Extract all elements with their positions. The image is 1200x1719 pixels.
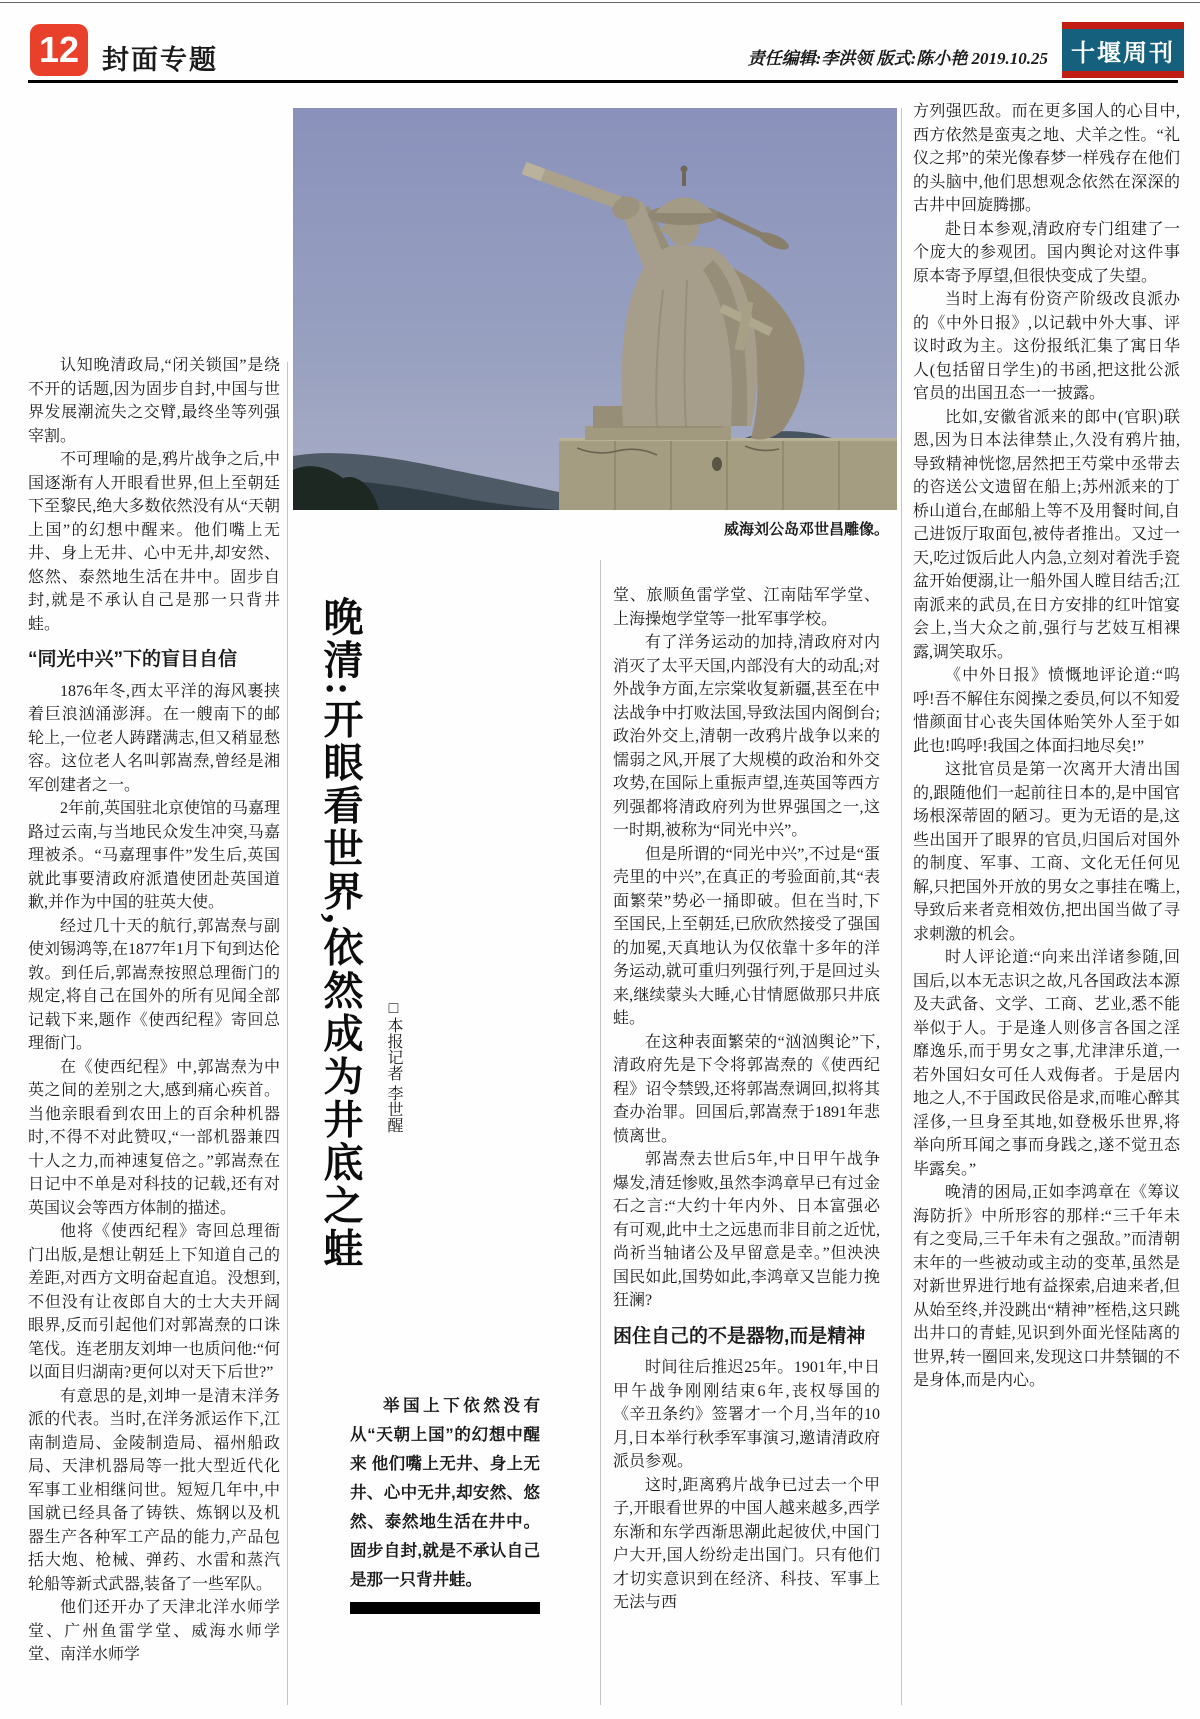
paragraph: 认知晚清政局,“闭关锁国”是绕不开的话题,因为固步自封,中国与世界发展潮流失之交臂,最终坐等列强宰割。 [28,357,280,445]
column-1 [28,354,280,1706]
masthead-bottom-bar [1062,71,1184,78]
subhead-spirit: 困住自己的不是器物,而是精神 [613,1325,866,1347]
paragraph: 但是所谓的“同光中兴”,不过是“蛋壳里的中兴”,在真正的考验面前,其“表面繁荣”势必一捅即破。但在当时,下至国民,上至朝廷,已欣欣然接受了强国的加冕,天真地认为仅依靠十多年的洋务运动,就可重归列强行列,于是回过头来,继续蒙头大睡,心甘情愿做那只井底蛙。 [613,845,880,1027]
masthead-logo [1062,22,1184,78]
masthead-top-bar [1062,22,1184,29]
column-divider-2 [600,560,601,1705]
paragraph: 时人评论道:“向来出洋诸参随,回国后,以本无志识之故,凡各国政法本源及夫武备、文学、工商、艺业,悉不能举似于人。于是逢人则侈言各国之淫靡逸乐,而于男女之事,尤津津乐道,一若外国妇女可任人戏侮者。于是居内地之人,不于国政民俗是求,而唯心醉其淫侈,一旦身至其地,如登极乐世界,将举向所耳闻之事而身践之,遂不觉丑态毕露矣。” [913,949,1180,1178]
section-title: 封面专题 [102,45,218,75]
paragraph: 堂、旅顺鱼雷学堂、江南陆军学堂、上海操炮学堂等一批军事学校。 [613,587,880,628]
subhead-tongguang: “同光中兴”下的盲目自信 [28,649,238,670]
header-rule [28,80,1178,83]
paragraph: 这时,距离鸦片战争已过去一个甲子,开眼看世界的中国人越来越多,西学东渐和东学西渐思潮此起彼伏,中国门户大开,国人纷纷走出国门。只有他们才切实意识到在经济、科技、军事上无法与西 [613,1476,880,1611]
paragraph: 2年前,英国驻北京使馆的马嘉理路过云南,与当地民众发生冲突,马嘉理被杀。“马嘉理事件”发生后,英国就此事要清政府派遣使团赴英国道歉,并作为中国的驻英大使。 [28,800,280,911]
column-divider-1 [287,362,288,1705]
column-4 [913,100,1180,1704]
column-divider-3 [901,108,902,1705]
paragraph: 郭嵩焘去世后5年,中日甲午战争爆发,清廷惨败,虽然李鸿章早已有过金石之言:“大约十年内外、日本富强必有可观,此中土之远患而非目前之近忧,尚祈当轴诸公及早留意是幸。”但泱泱国民如此,国势如此,李鸿章又岂能力挽狂澜? [613,1151,880,1309]
paragraph: 方列强匹敌。而在更多国人的心目中,西方依然是蛮夷之地、犬羊之性。“礼仪之邦”的荣光像春梦一样残存在他们的头脑中,他们思想观念依然在深深的古井中回旋腾挪。 [913,103,1180,214]
column-3 [613,584,880,1708]
paragraph: 有意思的是,刘坤一是清末洋务派的代表。当时,在洋务派运作下,江南制造局、金陵制造局、福州船政局、天津机器局等一批大型近代化军事工业相继问世。短短几年中,中国就已经具备了铸铁、炼钢以及机器生产各种军工产品的能力,产品包括大炮、枪械、弹药、水雷和蒸汽轮船等新式武器,装备了一些军队。 [28,1387,280,1593]
paragraph: 比如,安徽省派来的郎中(官职)联恩,因为日本法律禁止,久没有鸦片抽,导致精神恍惚,居然把王芍棠中丞带去的咨送公文遗留在船上;苏州派来的丁桥山道台,在邮船上等不及用餐时间,自己进饭厅取面包,被侍者推出。又过一天,吃过饭后此人内急,立刻对着洗手瓷盆开始便溺,让一船外国人瞠目结舌;江南派来的武员,在日方安排的红叶馆宴会上,当大众之前,强行与艺妓互相裸露,调笑取乐。 [913,408,1180,661]
paragraph: 晚清的困局,正如李鸿章在《筹议海防折》中所形容的那样:“三千年未有之变局,三千年未有之强敌。”而清朝末年的一些被动或主动的变革,虽然是对新世界进行地有益探索,启迪来者,但从始至终,并没跳出“精神”桎梏,这只跳出井口的青蛙,见识到外面光怪陆离的世界,转一圈回来,发现这口井禁锢的不是身体,而是内心。 [913,1184,1180,1389]
paragraph: 《中外日报》愤慨地评论道:“呜呼!吾不解住东阅操之委员,何以不知爱惜颜面甘心丧失国体贻笑外人至于如此也!呜呼!我国之体面扫地尽矣!” [913,667,1180,755]
pull-quote: 举国上下依然没有从“天朝上国”的幻想中醒来 他们嘴上无井、身上无井、心中无井,却安然、悠然、泰然地生活在井中。固步自封,就是不承认自己是那一只背井蛙。 [350,1397,540,1589]
page-number: 12 [38,29,80,70]
article-byline: □本报记者 李世醒 [385,1000,402,1133]
paragraph: 时间往后推迟25年。1901年,中日甲午战争刚刚结束6年,丧权辱国的《辛丑条约》签署才一个月,当年的10月,日本举行秋季军事演习,邀请清政府派员参观。 [613,1359,880,1470]
top-hairline [0,2,1200,3]
masthead-title: 十堰周刊 [1062,29,1184,71]
editor-credits: 责任编辑:李洪领 版式:陈小艳 2019.10.25 [747,49,1048,68]
paragraph: 他们还开办了天津北洋水师学堂、广州鱼雷学堂、威海水师学堂、南洋水师学 [28,1599,280,1663]
paragraph: 1876年冬,西太平洋的海风裹挟着巨浪汹涌澎湃。在一艘南下的邮轮上,一位老人踌躇满志,但又稍显愁容。这位老人名叫郭嵩焘,曾经是湘军创建者之一。 [28,682,280,794]
paragraph: 在《使西纪程》中,郭嵩焘为中英之间的差别之大,感到痛心疾首。当他亲眼看到农田上的百余种机器时,不得不对此赞叹,“一部机器兼四十人之力,而神速复倍之。”郭嵩焘在日记中不单是对科技的记载,还有对英国议会等西方体制的描述。 [28,1058,280,1217]
paragraph: 不可理喻的是,鸦片战争之后,中国逐渐有人开眼看世界,但上至朝廷下至黎民,绝大多数依然没有从“天朝上国”的幻想中醒来。他们嘴上无井、身上无井、心中无井,却安然、悠然、泰然地生活在井中。固步自封,就是不承认自己是那一只背井蛙。 [28,451,280,633]
article-headline: 晚清:开眼看世界,依然成为井底之蛙 [318,596,363,1271]
pull-quote-bar [350,1602,540,1614]
paragraph: 赴日本参观,清政府专门组建了一个庞大的参观团。国内舆论对这件事原本寄予厚望,但很快变成了失望。 [913,220,1180,285]
statue-illustration [293,108,897,510]
paragraph: 当时上海有份资产阶级改良派办的《中外日报》,以记载中外大事、评议时政为主。这份报纸汇集了寓日华人(包括留日学生)的书函,把这批公派官员的出国丑态一一披露。 [913,291,1180,402]
paragraph: 经过几十天的航行,郭嵩焘与副使刘锡鸿等,在1877年1月下旬到达伦敦。到任后,郭嵩焘按照总理衙门的规定,将自己在国外的所有见闻全部记载下来,题作《使西纪程》寄回总理衙门。 [28,917,280,1052]
paragraph: 有了洋务运动的加持,清政府对内消灭了太平天国,内部没有大的动乱;对外战争方面,左宗棠收复新疆,甚至在中法战争中打败法国,导致法国内阁倒台;政治外交上,清朝一改鸦片战争以来的懦弱之风,开展了大规模的政治和外交攻势,在国际上重振声望,连英国等西方列强都将清政府列为世界强国之一,这一时期,被称为“同光中兴”。 [613,634,880,839]
paragraph: 他将《使西纪程》寄回总理衙门出版,是想让朝廷上下知道自己的差距,对西方文明奋起直追。没想到,不但没有让夜郎自大的士大夫开阔眼界,反而引起他们对郭嵩焘的口诛笔伐。连老朋友刘坤一也质问他:“何以面目归湖南?更何以对天下后世?” [28,1223,280,1381]
paragraph: 这批官员是第一次离开大清出国的,跟随他们一起前往日本的,是中国官场根深蒂固的陋习。更为无语的是,这些出国开了眼界的官员,归国后对国外的制度、军事、工商、文化无任何见解,只把国外开放的男女之事挂在嘴上,导致后来者竞相效仿,把出国当做了寻求刺激的机会。 [913,761,1180,943]
paragraph: 在这种表面繁荣的“汹汹舆论”下,清政府先是下令将郭嵩焘的《使西纪程》诏令禁毁,还将郭嵩焘调回,拟将其查办治罪。回国后,郭嵩焘于1891年悲愤离世。 [613,1033,880,1145]
page-number-badge [30,24,88,76]
statue-photo [293,108,897,510]
photo-caption: 威海刘公岛邓世昌雕像。 [723,522,889,538]
